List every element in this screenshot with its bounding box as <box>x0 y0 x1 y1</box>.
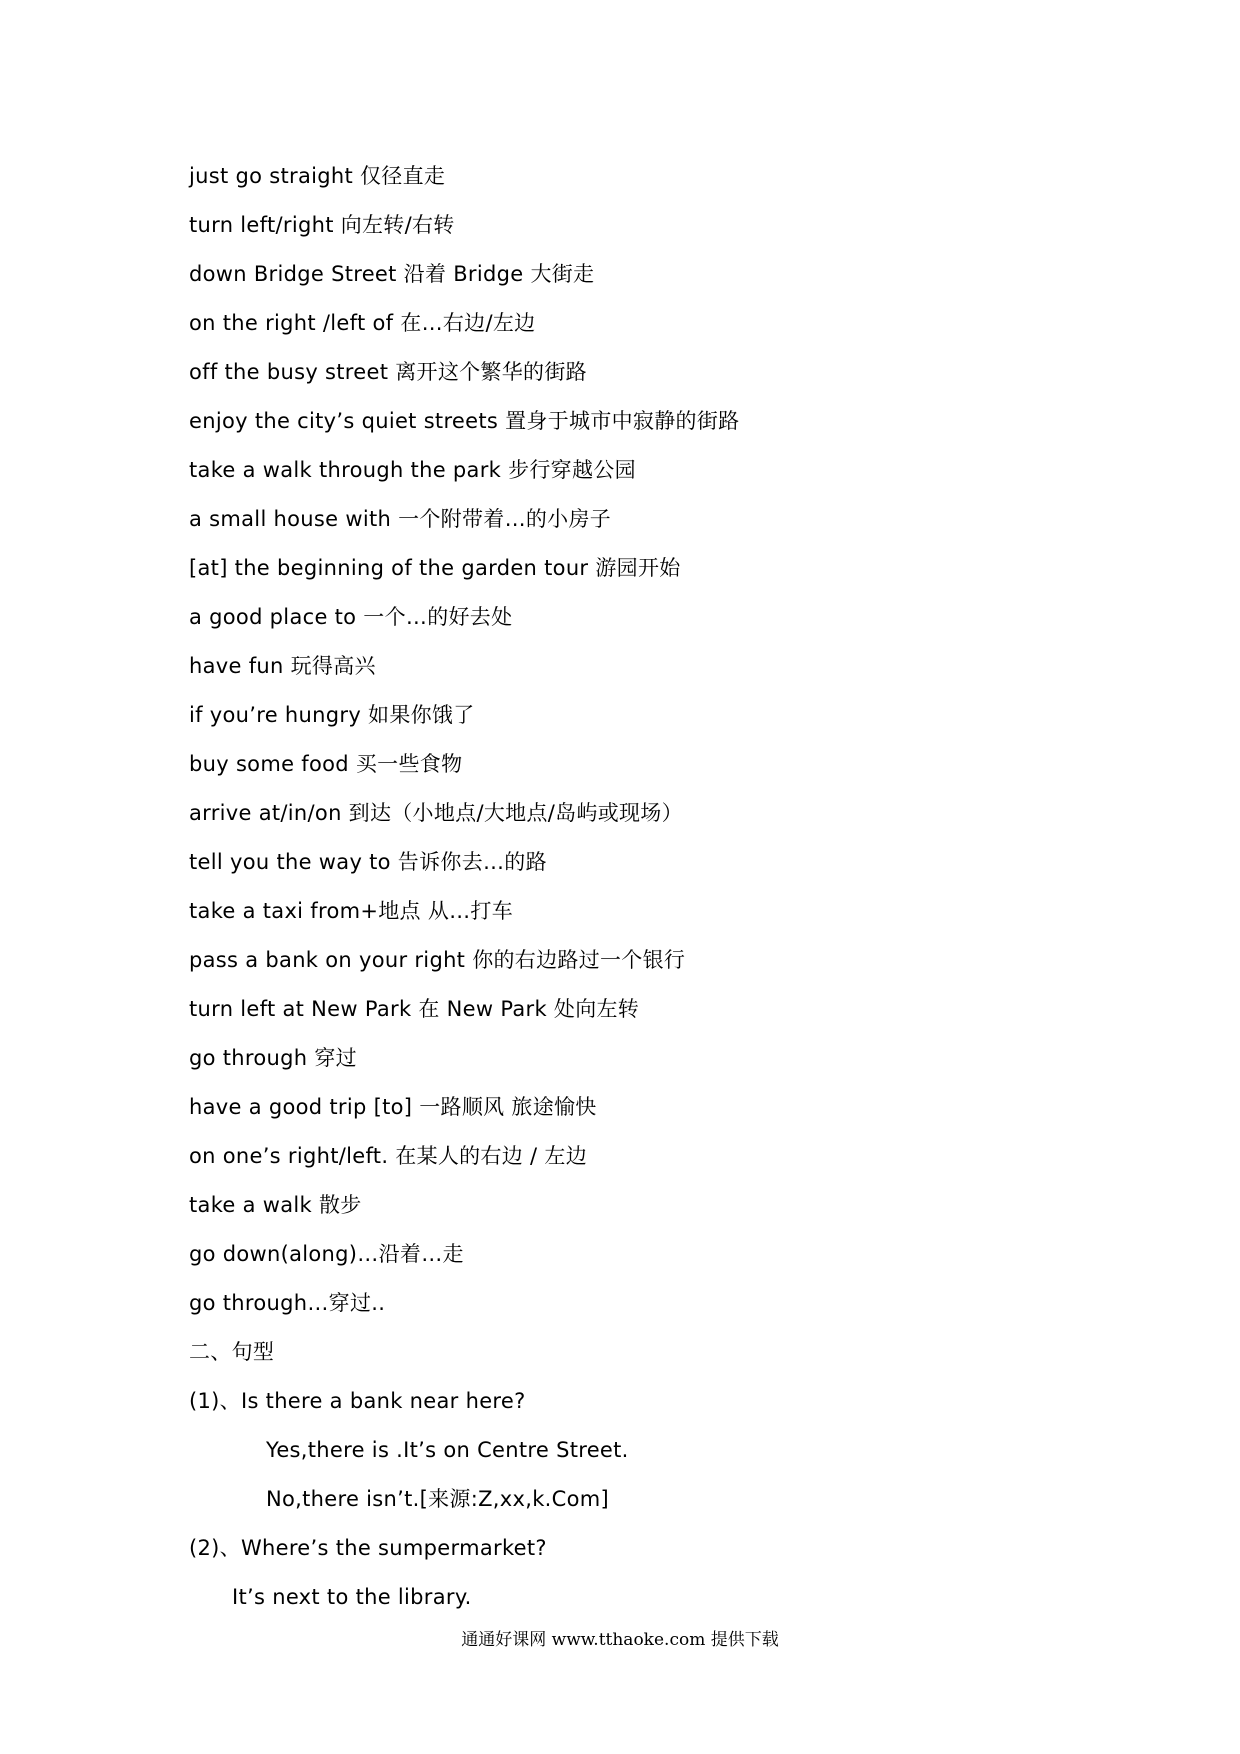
phrase-line: [at] the beginning of the garden tour 游园开始 <box>189 556 681 580</box>
phrase-line: just go straight 仅径直走 <box>189 164 446 188</box>
phrase-line: take a walk 散步 <box>189 1193 362 1217</box>
phrase-line: a good place to 一个…的好去处 <box>189 605 513 629</box>
section-heading: 二、句型 <box>189 1340 275 1364</box>
phrase-line: take a taxi from+地点 从…打车 <box>189 899 514 923</box>
phrase-line: arrive at/in/on 到达（小地点/大地点/岛屿或现场） <box>189 801 683 825</box>
phrase-line: tell you the way to 告诉你去…的路 <box>189 850 547 874</box>
phrase-line: on one’s right/left. 在某人的右边 / 左边 <box>189 1144 588 1168</box>
phrase-line: a small house with 一个附带着…的小房子 <box>189 507 612 531</box>
sentence-question: (1)、Is there a bank near here? <box>189 1389 526 1413</box>
phrase-line: pass a bank on your right 你的右边路过一个银行 <box>189 948 686 972</box>
page-footer: 通通好课网 www.tthaoke.com 提供下载 <box>461 1630 779 1650</box>
phrase-line: turn left/right 向左转/右转 <box>189 213 455 237</box>
phrase-line: go down(along)…沿着…走 <box>189 1242 464 1266</box>
phrase-line: buy some food 买一些食物 <box>189 752 463 776</box>
phrase-line: if you’re hungry 如果你饿了 <box>189 703 475 727</box>
phrase-line: have a good trip [to] 一路顺风 旅途愉快 <box>189 1095 597 1119</box>
phrase-line: on the right /left of 在…右边/左边 <box>189 311 536 335</box>
phrase-line: go through 穿过 <box>189 1046 357 1070</box>
phrase-line: take a walk through the park 步行穿越公园 <box>189 458 636 482</box>
document-body <box>189 152 1149 1622</box>
sentence-answer: Yes,there is .It’s on Centre Street. <box>266 1438 629 1462</box>
phrase-line: off the busy street 离开这个繁华的街路 <box>189 360 587 384</box>
sentence-answer: No,there isn’t.[来源:Z,xx,k.Com] <box>266 1487 609 1511</box>
sentence-question: (2)、Where’s the sumpermarket? <box>189 1536 547 1560</box>
phrase-line: enjoy the city’s quiet streets 置身于城市中寂静的街路 <box>189 409 740 433</box>
sentence-answer: It’s next to the library. <box>232 1585 472 1609</box>
phrase-line: down Bridge Street 沿着 Bridge 大街走 <box>189 262 595 286</box>
phrase-line: go through…穿过.. <box>189 1291 386 1315</box>
phrase-line: have fun 玩得高兴 <box>189 654 376 678</box>
phrase-line: turn left at New Park 在 New Park 处向左转 <box>189 997 640 1021</box>
